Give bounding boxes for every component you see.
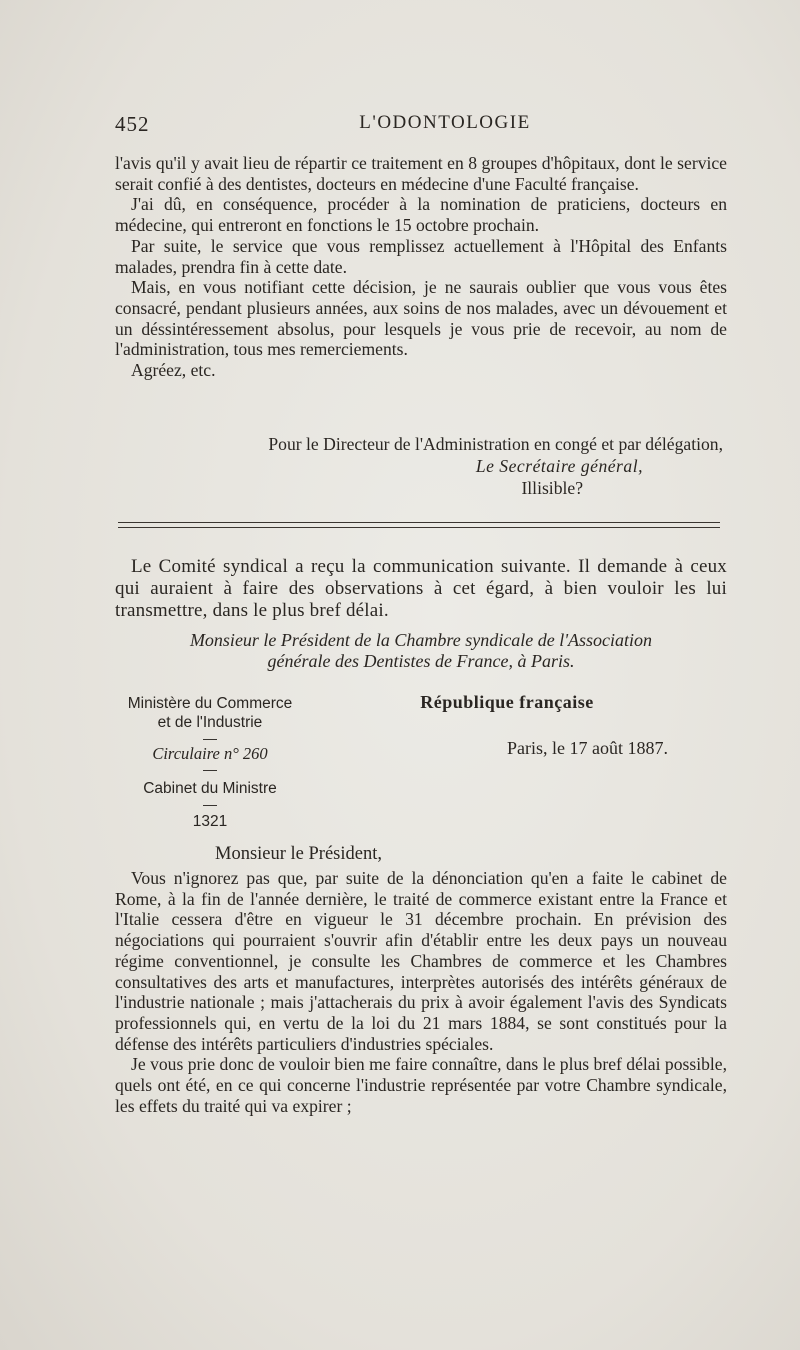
paragraph: J'ai dû, en conséquence, procéder à la nomination de praticiens, docteurs en médecine, qui entreront en fonctions le 15 octobre prochain. bbox=[115, 194, 727, 236]
reference-number: 1321 bbox=[192, 813, 228, 830]
letter-one-signature bbox=[115, 433, 723, 499]
signature-line: Pour le Directeur de l'Administration en congé et par délégation, bbox=[268, 434, 723, 454]
ministry-name: Ministère du Commerce bbox=[127, 695, 293, 712]
separator-dash: — bbox=[203, 730, 217, 746]
intro-paragraph: Le Comité syndical a reçu la communication suivante. Il demande à ceux qui auraient à faire des observations à cet égard, à bien vouloir les lui transmettre, dans le plus bref délai. bbox=[115, 556, 727, 621]
ministry-name: et de l'Industrie bbox=[157, 714, 263, 731]
salutation: Monsieur le Président, bbox=[215, 844, 382, 864]
signature-title: Le Secrétaire général, bbox=[475, 456, 643, 476]
intro-block bbox=[115, 556, 727, 622]
running-title: L'ODONTOLOGIE bbox=[359, 112, 531, 133]
paragraph: Par suite, le service que vous remplissez actuellement à l'Hôpital des Enfants malades, prendra fin à cette date. bbox=[115, 235, 727, 277]
paragraph: Je vous prie donc de vouloir bien me faire connaître, dans le plus bref délai possible, quels ont été, en ce qui concerne l'industrie représentée par votre Chambre syndicale, les effets du traité qui va expirer ; bbox=[115, 1054, 727, 1116]
address-line: Monsieur le Président de la Chambre syndicale de l'Association bbox=[189, 630, 653, 650]
paragraph: l'avis qu'il y avait lieu de répartir ce traitement en 8 groupes d'hôpitaux, dont le service serait confié à des dentistes, docteurs en médecine d'une Faculté française. bbox=[115, 153, 727, 194]
republique-heading: République française bbox=[420, 692, 594, 712]
page-number: 452 bbox=[115, 112, 150, 136]
recipient-address bbox=[115, 630, 727, 672]
separator-dash: — bbox=[203, 796, 217, 812]
letter-two-body bbox=[115, 868, 727, 1116]
paragraph: Vous n'ignorez pas que, par suite de la dénonciation qu'en a faite le cabinet de Rome, à la fin de l'année dernière, le traité de commerce existant entre la France et l'Italie cessera d'être en vigueur le 31 décembre prochain. En prévision des négociations qui pourraient s'ouvrir afin d'établir entre les deux pays un nouveau régime conventionnel, je consulte les Chambres de commerce et les Chambres consultatives des arts et manufactures, interprètes autorisés des intérêts généraux de l'industrie nationale ; mais j'attacherais du prix à avoir également l'avis des Syndicats professionnels qui, en vertu de la loi du 21 mars 1884, se sont constitués pour la défense des intérêts particuliers d'industries spéciales. bbox=[115, 868, 727, 1054]
address-line: générale des Dentistes de France, à Paris. bbox=[267, 651, 575, 671]
paragraph: Agréez, etc. bbox=[131, 360, 216, 381]
separator-dash: — bbox=[203, 761, 217, 777]
letter-one-body bbox=[115, 153, 727, 381]
signature-name: Illisible? bbox=[521, 478, 583, 498]
letter-date: Paris, le 17 août 1887. bbox=[507, 738, 668, 758]
section-divider bbox=[118, 527, 720, 528]
circular-number: Circulaire n° 260 bbox=[152, 744, 268, 763]
cabinet-label: Cabinet du Ministre bbox=[143, 780, 277, 797]
section-divider bbox=[118, 522, 720, 523]
page-header bbox=[115, 112, 735, 142]
paragraph: Mais, en vous notifiant cette décision, je ne saurais oublier que vous vous êtes consacré, pendant plusieurs années, aux soins de nos malades, avec un dévouement et un déssintéressement absolus, pour lesquels je vous prie de recevoir, au nom de l'administration, tous mes remerciements. bbox=[115, 277, 727, 360]
letterhead-left bbox=[100, 694, 320, 831]
